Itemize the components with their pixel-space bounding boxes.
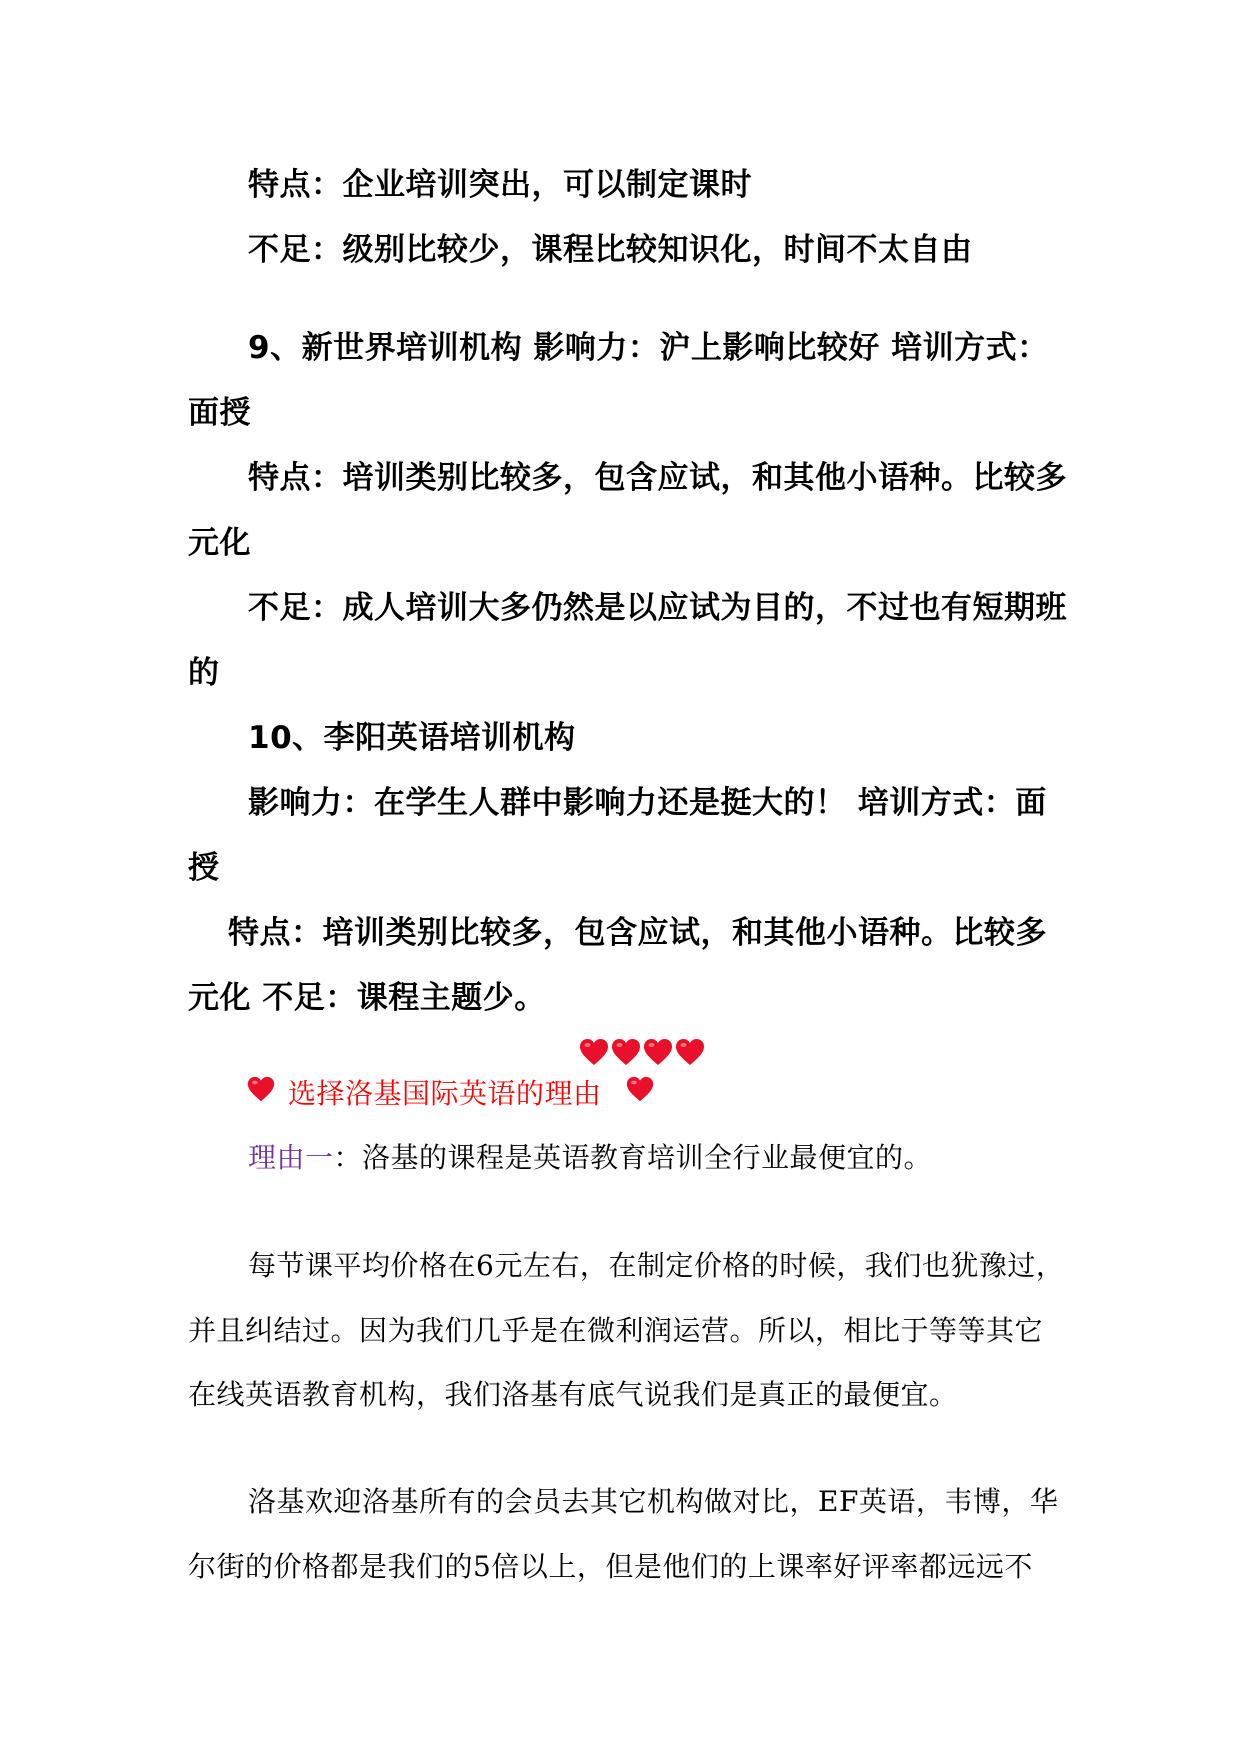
item10-influence-line2: 授 (188, 850, 220, 886)
paragraph-1-line-3: 在线英语教育机构，我们洛基有底气说我们是真正的最便宜。 (188, 1378, 958, 1411)
paragraph-1-line-2: 并且纠结过。因为我们几乎是在微利润运营。所以，相比于等等其它 (188, 1314, 1044, 1347)
item10-features-line1: 特点：培训类别比较多，包含应试，和其他小语种。比较多 (228, 915, 1047, 951)
item9-features-line2: 元化 (188, 525, 251, 561)
reason-one-label: 理由一 (248, 1141, 334, 1174)
reason-one (248, 1138, 932, 1178)
heart-icon (674, 1036, 706, 1068)
reason-one-text: ：洛基的课程是英语教育培训全行业最便宜的。 (333, 1141, 933, 1174)
item10-features-line2: 元化 不足：课程主题少。 (188, 980, 546, 1016)
item9-shortcomings-line2: 的 (188, 655, 220, 691)
paragraph-2-line-2: 尔街的价格都是我们的5倍以上，但是他们的上课率好评率都远远不 (188, 1550, 1033, 1583)
item10-title: 10、李阳英语培训机构 (248, 720, 576, 756)
item8-features: 特点：企业培训突出，可以制定课时 (248, 167, 752, 203)
heart-icon (625, 1074, 655, 1104)
heading-heart-left (246, 1074, 276, 1109)
item8-shortcomings: 不足：级别比较少，课程比较知识化，时间不太自由 (248, 232, 973, 268)
heart-icon (578, 1036, 610, 1068)
paragraph-1-line-1: 每节课平均价格在6元左右，在制定价格的时候，我们也犹豫过， (248, 1249, 1065, 1282)
heart-icon (610, 1036, 642, 1068)
paragraph-2-line-1: 洛基欢迎洛基所有的会员去其它机构做对比，EF英语，韦博，华 (248, 1485, 1059, 1518)
item9-title-line2: 面授 (188, 395, 251, 431)
heart-icon (246, 1074, 276, 1104)
heading-heart-right (625, 1074, 655, 1109)
item9-title-line1: 9、新世界培训机构 影响力：沪上影响比较好 培训方式： (248, 330, 1049, 366)
decorative-hearts-row (578, 1036, 706, 1070)
reasons-heading: 选择洛基国际英语的理由 (288, 1077, 602, 1110)
item9-features-line1: 特点：培训类别比较多，包含应试，和其他小语种。比较多 (248, 460, 1067, 496)
item9-shortcomings-line1: 不足：成人培训大多仍然是以应试为目的，不过也有短期班 (248, 590, 1067, 626)
item10-influence-line1: 影响力：在学生人群中影响力还是挺大的！ 培训方式：面 (248, 785, 1047, 821)
heart-icon (642, 1036, 674, 1068)
